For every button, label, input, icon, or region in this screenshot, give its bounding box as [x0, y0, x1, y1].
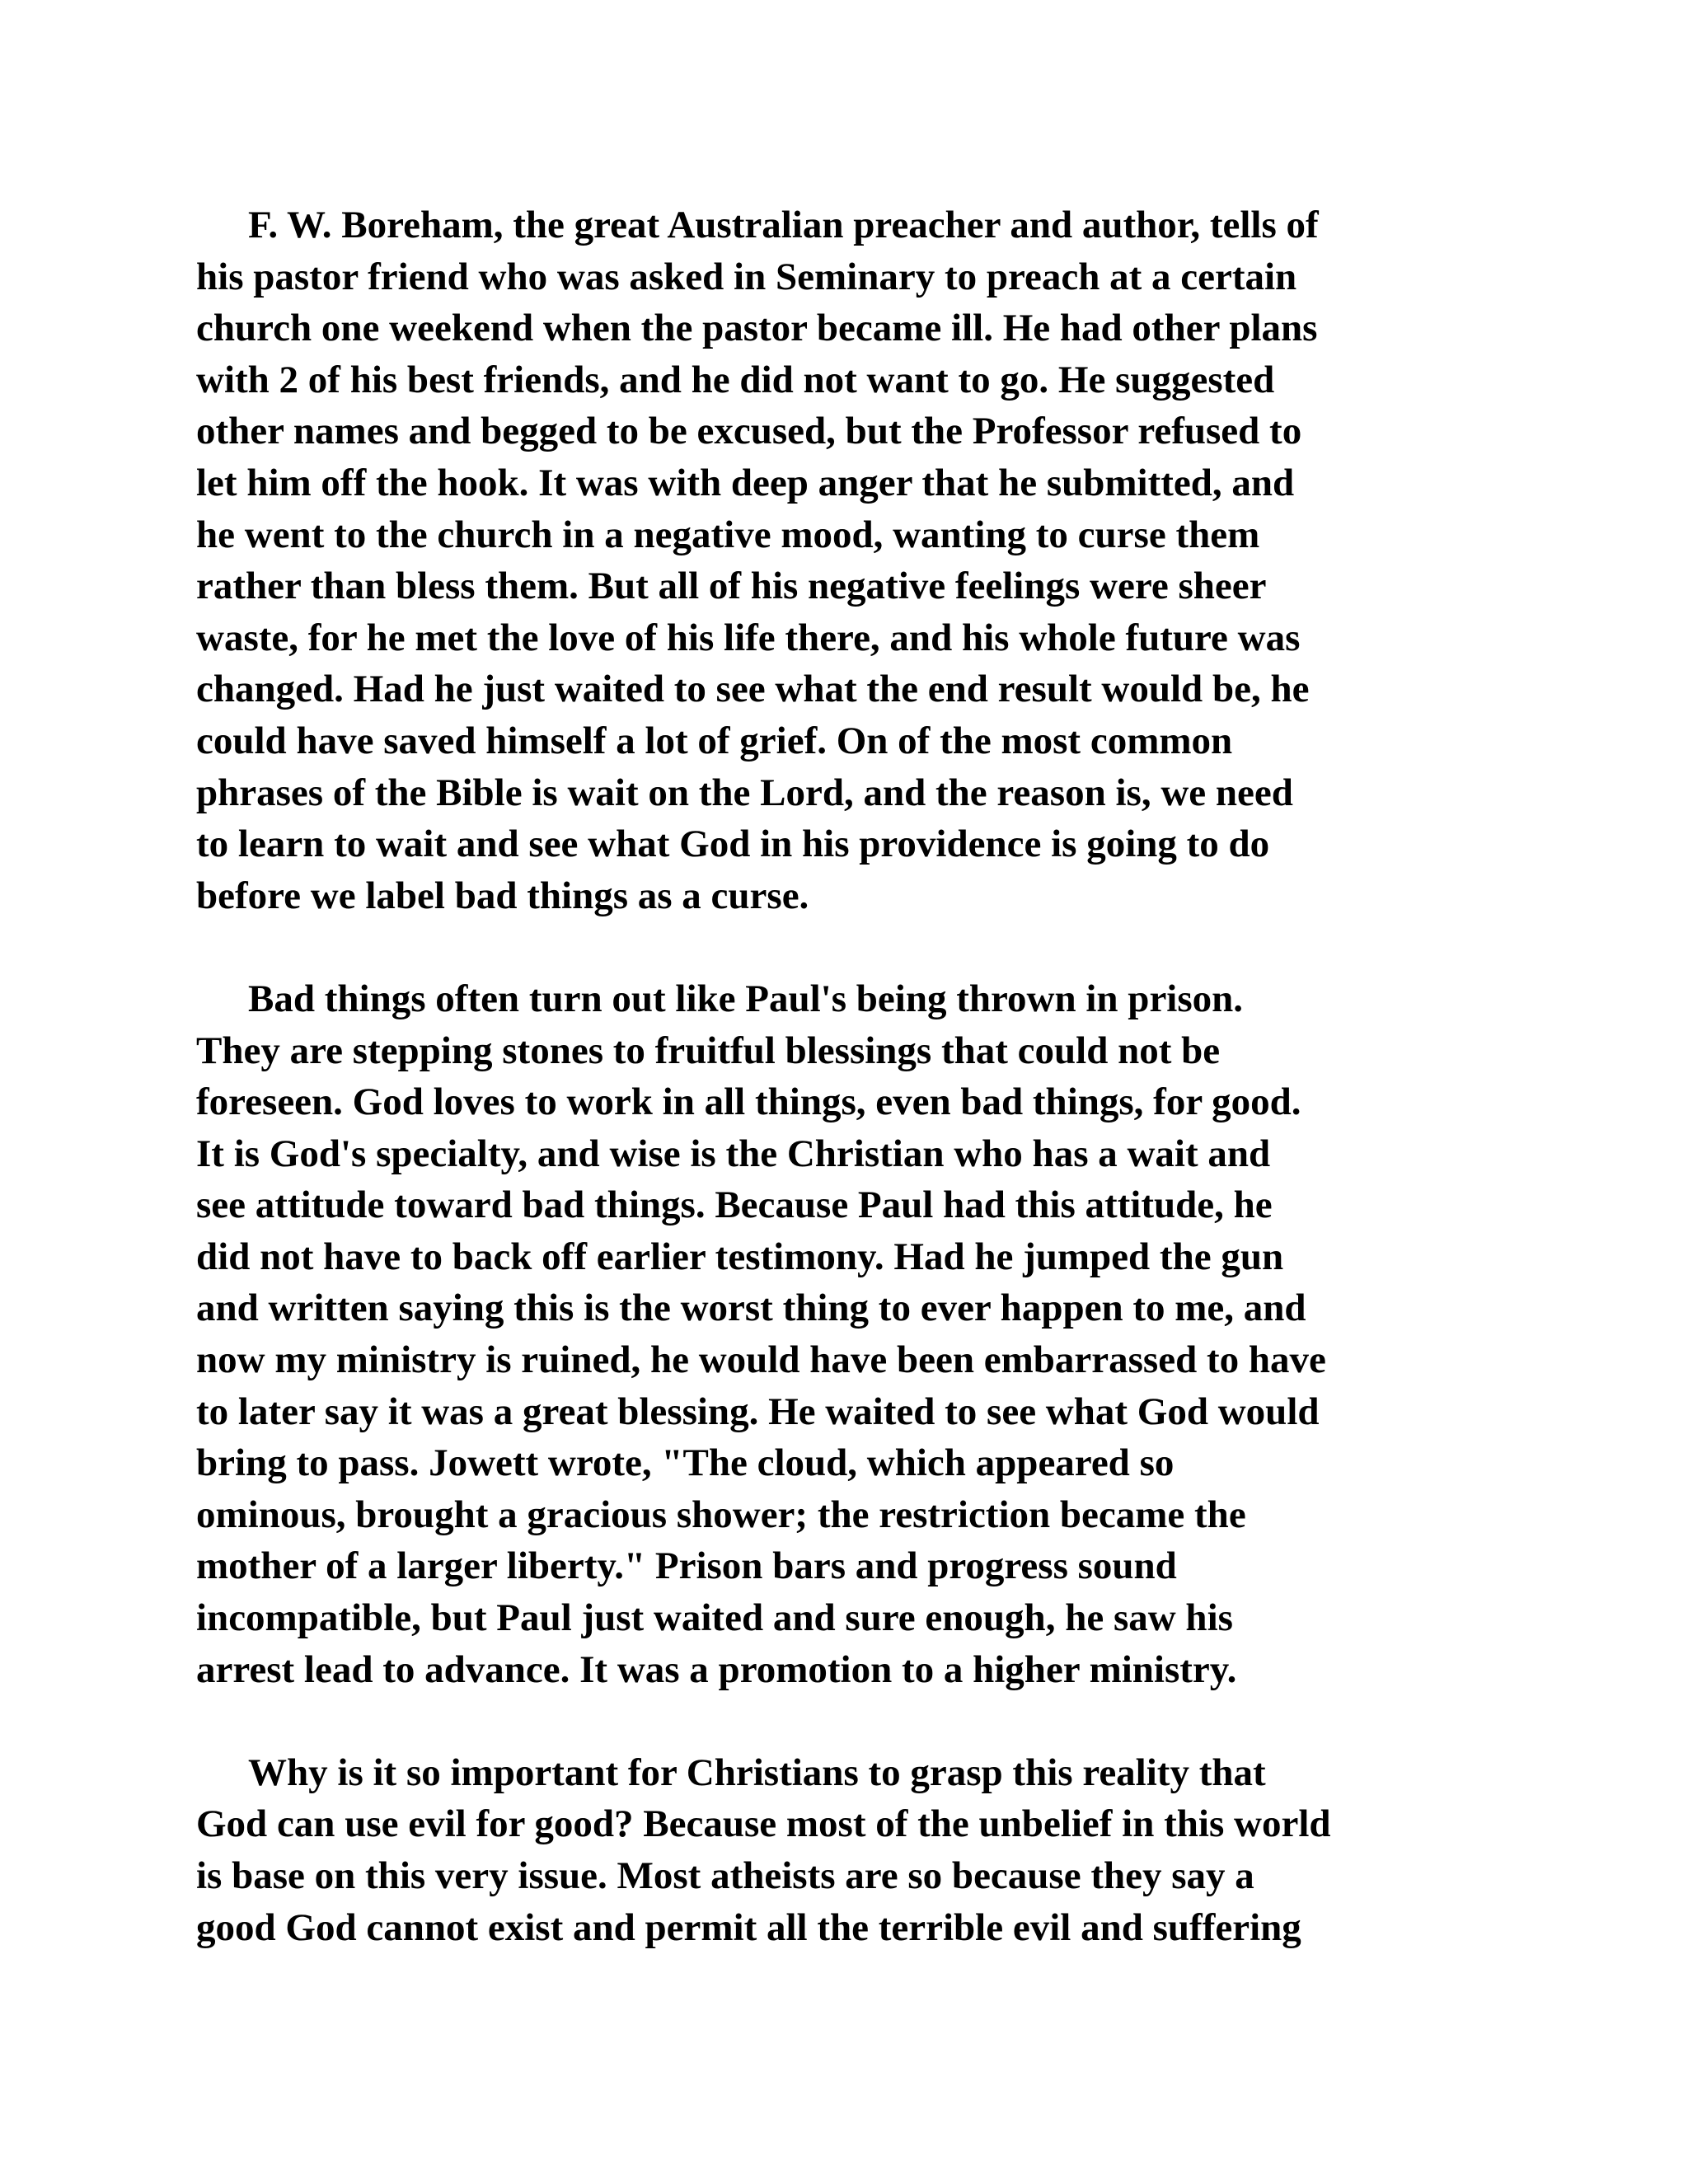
text-line: Bad things often turn out like Paul's being thrown in prison.	[248, 977, 1244, 1020]
text-line: God can use evil for good? Because most of the unbelief in this world	[196, 1802, 1331, 1846]
text-line: ominous, brought a gracious shower; the restriction became the	[196, 1493, 1246, 1536]
text-line: changed. Had he just waited to see what the end result would be, he	[196, 668, 1310, 711]
text-line: his pastor friend who was asked in Seminary to preach at a certain	[196, 255, 1297, 298]
text-line: could have saved himself a lot of grief. On of the most common	[196, 719, 1233, 762]
text-line: arrest lead to advance. It was a promotion to a higher ministry.	[196, 1647, 1237, 1691]
text-line: phrases of the Bible is wait on the Lord, and the reason is, we need	[196, 771, 1293, 814]
text-line: he went to the church in a negative mood, wanting to curse them	[196, 513, 1260, 556]
text-line: good God cannot exist and permit all the terrible evil and suffering	[196, 1905, 1301, 1949]
paragraph-2	[196, 973, 1507, 1695]
paragraph-3	[196, 1747, 1507, 1953]
text-line: to later say it was a great blessing. He waited to see what God would	[196, 1390, 1320, 1433]
text-line: rather than bless them. But all of his negative feelings were sheer	[196, 565, 1267, 608]
text-line: They are stepping stones to fruitful blessings that could not be	[196, 1029, 1221, 1072]
text-line: see attitude toward bad things. Because Paul had this attitude, he	[196, 1183, 1273, 1227]
text-line: It is God's specialty, and wise is the Christian who has a wait and	[196, 1132, 1271, 1175]
text-line: with 2 of his best friends, and he did not want to go. He suggested	[196, 358, 1275, 401]
text-line: did not have to back off earlier testimony. Had he jumped the gun	[196, 1235, 1284, 1278]
text-line: to learn to wait and see what God in his providence is going to do	[196, 823, 1270, 866]
body-text	[196, 199, 1507, 2005]
text-line: F. W. Boreham, the great Australian preacher and author, tells of	[248, 204, 1319, 246]
text-line: bring to pass. Jowett wrote, "The cloud, which appeared so	[196, 1441, 1175, 1485]
paragraph-1	[196, 199, 1507, 921]
text-line: incompatible, but Paul just waited and sure enough, he saw his	[196, 1596, 1233, 1640]
text-line: waste, for he met the love of his life there, and his whole future was	[196, 616, 1301, 659]
text-line: let him off the hook. It was with deep anger that he submitted, and	[196, 461, 1295, 504]
text-line: is base on this very issue. Most atheists are so because they say a	[196, 1854, 1254, 1897]
text-line: church one weekend when the pastor became ill. He had other plans	[196, 307, 1318, 350]
text-line: and written saying this is the worst thing to ever happen to me, and	[196, 1286, 1306, 1330]
text-line: before we label bad things as a curse.	[196, 874, 809, 917]
text-line: other names and begged to be excused, but the Professor refused to	[196, 410, 1302, 453]
text-line: foreseen. God loves to work in all things, even bad things, for good.	[196, 1080, 1301, 1124]
text-line: mother of a larger liberty." Prison bars and progress sound	[196, 1544, 1177, 1588]
text-line: now my ministry is ruined, he would have been embarrassed to have	[196, 1338, 1326, 1382]
text-line: Why is it so important for Christians to grasp this reality that	[248, 1750, 1266, 1794]
